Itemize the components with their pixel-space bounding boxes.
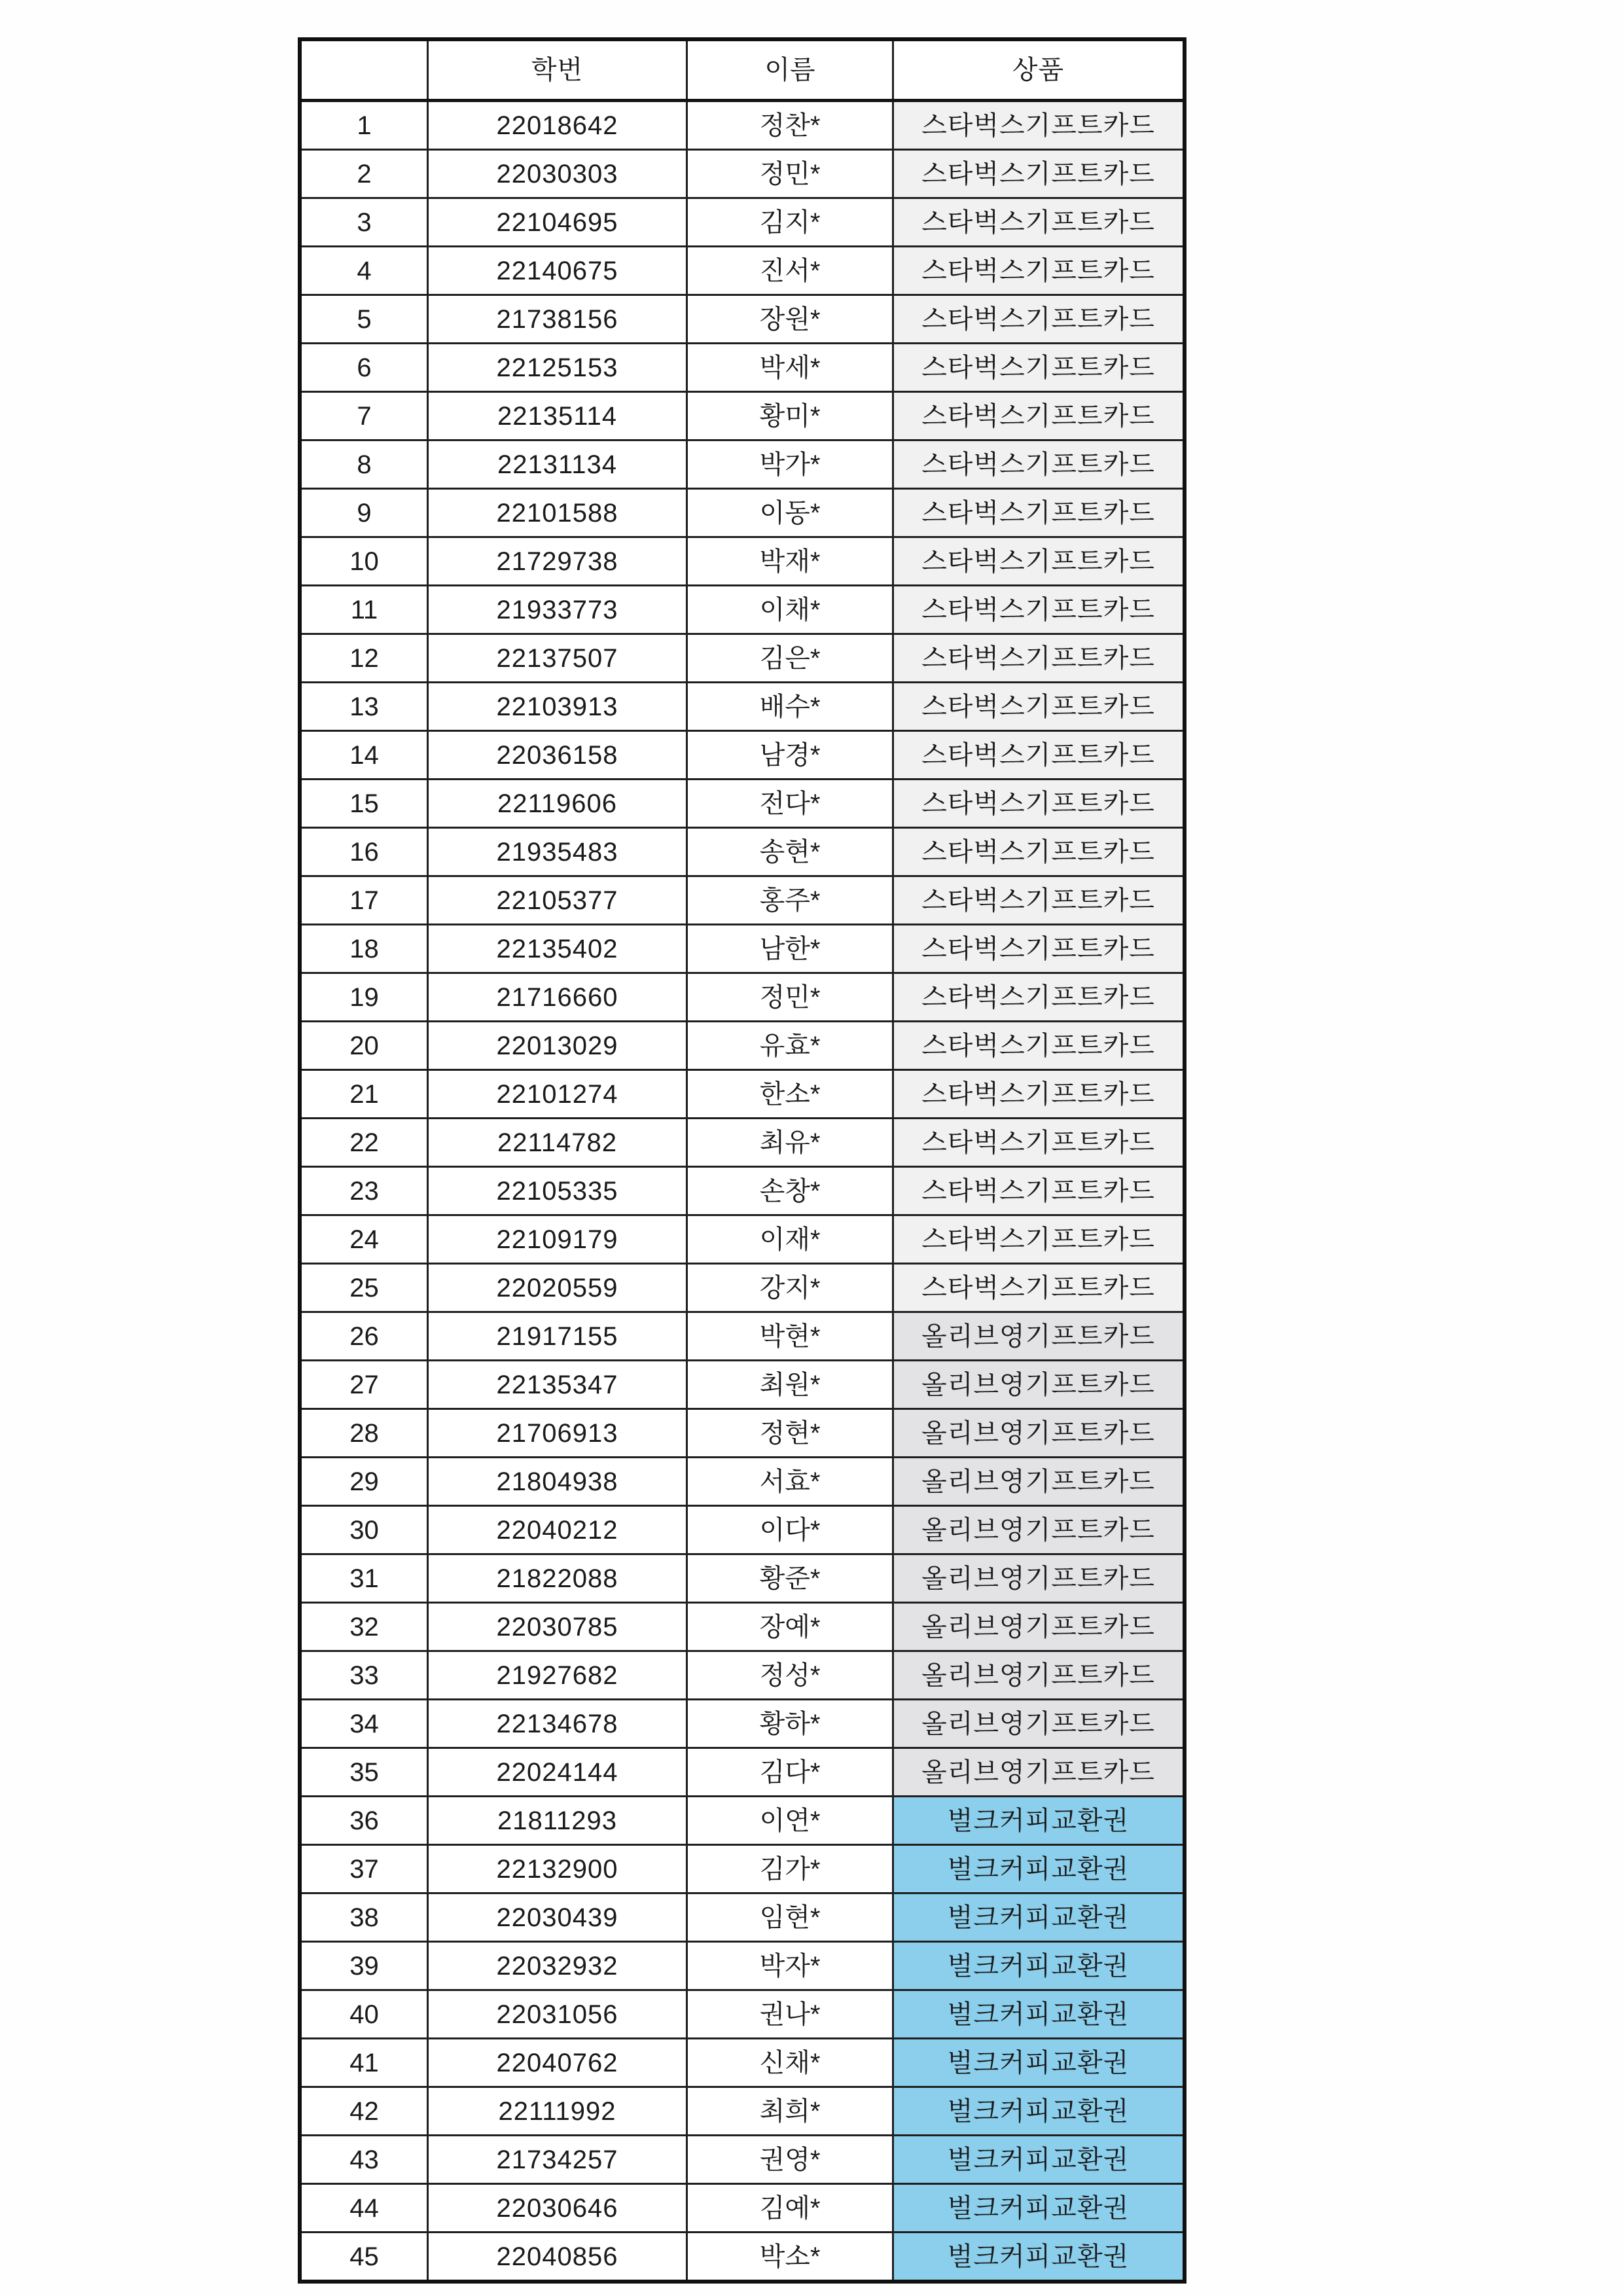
row-number-cell: 2 xyxy=(300,150,428,198)
row-number-cell: 43 xyxy=(300,2136,428,2184)
prize-cell: 올리브영기프트카드 xyxy=(893,1409,1185,1458)
row-number-cell: 23 xyxy=(300,1167,428,1215)
table-row xyxy=(300,1942,1185,1990)
student-id-cell: 22111992 xyxy=(428,2087,687,2136)
row-number-cell: 8 xyxy=(300,440,428,489)
table-row xyxy=(300,344,1185,392)
row-number-cell: 22 xyxy=(300,1119,428,1167)
prize-cell: 벌크커피교환권 xyxy=(893,2136,1185,2184)
table-row xyxy=(300,2136,1185,2184)
table-row xyxy=(300,1748,1185,1797)
name-cell: 남경* xyxy=(687,731,893,780)
prize-cell: 스타벅스기프트카드 xyxy=(893,634,1185,683)
header-prize: 상품 xyxy=(893,39,1185,101)
name-cell: 신채* xyxy=(687,2039,893,2087)
table-row xyxy=(300,1361,1185,1409)
student-id-cell: 21822088 xyxy=(428,1554,687,1603)
table-row xyxy=(300,973,1185,1022)
prize-cell: 벌크커피교환권 xyxy=(893,1990,1185,2039)
student-id-cell: 22135347 xyxy=(428,1361,687,1409)
row-number-cell: 32 xyxy=(300,1603,428,1651)
row-number-cell: 24 xyxy=(300,1215,428,1264)
row-number-cell: 4 xyxy=(300,247,428,295)
table-row xyxy=(300,1845,1185,1893)
prize-cell: 올리브영기프트카드 xyxy=(893,1506,1185,1554)
table-row xyxy=(300,828,1185,876)
student-id-cell: 22105377 xyxy=(428,876,687,925)
student-id-cell: 22030439 xyxy=(428,1893,687,1942)
table-row xyxy=(300,731,1185,780)
table-row xyxy=(300,1070,1185,1119)
prize-cell: 스타벅스기프트카드 xyxy=(893,392,1185,440)
prize-cell: 스타벅스기프트카드 xyxy=(893,1264,1185,1312)
row-number-cell: 27 xyxy=(300,1361,428,1409)
prize-cell: 벌크커피교환권 xyxy=(893,1942,1185,1990)
prize-cell: 스타벅스기프트카드 xyxy=(893,1070,1185,1119)
name-cell: 황하* xyxy=(687,1700,893,1748)
table-row xyxy=(300,1215,1185,1264)
name-cell: 강지* xyxy=(687,1264,893,1312)
row-number-cell: 9 xyxy=(300,489,428,537)
name-cell: 김은* xyxy=(687,634,893,683)
table-row xyxy=(300,1119,1185,1167)
name-cell: 황미* xyxy=(687,392,893,440)
prize-cell: 스타벅스기프트카드 xyxy=(893,440,1185,489)
prize-cell: 스타벅스기프트카드 xyxy=(893,973,1185,1022)
prize-cell: 스타벅스기프트카드 xyxy=(893,198,1185,247)
student-id-cell: 22104695 xyxy=(428,198,687,247)
row-number-cell: 20 xyxy=(300,1022,428,1070)
name-cell: 박세* xyxy=(687,344,893,392)
prize-cell: 스타벅스기프트카드 xyxy=(893,247,1185,295)
student-id-cell: 22013029 xyxy=(428,1022,687,1070)
table-row xyxy=(300,1409,1185,1458)
name-cell: 박재* xyxy=(687,537,893,586)
row-number-cell: 44 xyxy=(300,2184,428,2233)
winners-table xyxy=(298,37,1186,2284)
prize-cell: 스타벅스기프트카드 xyxy=(893,101,1185,150)
name-cell: 김예* xyxy=(687,2184,893,2233)
student-id-cell: 22131134 xyxy=(428,440,687,489)
table-row xyxy=(300,876,1185,925)
table-row xyxy=(300,1506,1185,1554)
table-body xyxy=(300,101,1185,2282)
name-cell: 이연* xyxy=(687,1797,893,1845)
student-id-cell: 22114782 xyxy=(428,1119,687,1167)
student-id-cell: 22040856 xyxy=(428,2233,687,2282)
row-number-cell: 33 xyxy=(300,1651,428,1700)
row-number-cell: 12 xyxy=(300,634,428,683)
name-cell: 한소* xyxy=(687,1070,893,1119)
prize-cell: 벌크커피교환권 xyxy=(893,2184,1185,2233)
row-number-cell: 19 xyxy=(300,973,428,1022)
student-id-cell: 21706913 xyxy=(428,1409,687,1458)
student-id-cell: 22134678 xyxy=(428,1700,687,1748)
name-cell: 유효* xyxy=(687,1022,893,1070)
name-cell: 남한* xyxy=(687,925,893,973)
name-cell: 임현* xyxy=(687,1893,893,1942)
student-id-cell: 21811293 xyxy=(428,1797,687,1845)
student-id-cell: 22125153 xyxy=(428,344,687,392)
prize-cell: 벌크커피교환권 xyxy=(893,1893,1185,1942)
student-id-cell: 21716660 xyxy=(428,973,687,1022)
name-cell: 정현* xyxy=(687,1409,893,1458)
table-row xyxy=(300,2087,1185,2136)
row-number-cell: 14 xyxy=(300,731,428,780)
student-id-cell: 22105335 xyxy=(428,1167,687,1215)
row-number-cell: 39 xyxy=(300,1942,428,1990)
name-cell: 서효* xyxy=(687,1458,893,1506)
prize-cell: 스타벅스기프트카드 xyxy=(893,828,1185,876)
table-row xyxy=(300,1554,1185,1603)
student-id-cell: 22020559 xyxy=(428,1264,687,1312)
student-id-cell: 21927682 xyxy=(428,1651,687,1700)
table-row xyxy=(300,247,1185,295)
table-row xyxy=(300,2039,1185,2087)
name-cell: 박현* xyxy=(687,1312,893,1361)
name-cell: 진서* xyxy=(687,247,893,295)
student-id-cell: 21935483 xyxy=(428,828,687,876)
table-row xyxy=(300,634,1185,683)
row-number-cell: 17 xyxy=(300,876,428,925)
name-cell: 최희* xyxy=(687,2087,893,2136)
name-cell: 장원* xyxy=(687,295,893,344)
table-row xyxy=(300,537,1185,586)
table-row xyxy=(300,392,1185,440)
student-id-cell: 22040762 xyxy=(428,2039,687,2087)
name-cell: 송현* xyxy=(687,828,893,876)
prize-cell: 스타벅스기프트카드 xyxy=(893,586,1185,634)
name-cell: 이다* xyxy=(687,1506,893,1554)
prize-cell: 올리브영기프트카드 xyxy=(893,1361,1185,1409)
name-cell: 정찬* xyxy=(687,101,893,150)
table-row xyxy=(300,489,1185,537)
name-cell: 이재* xyxy=(687,1215,893,1264)
name-cell: 박자* xyxy=(687,1942,893,1990)
table-row xyxy=(300,780,1185,828)
name-cell: 이동* xyxy=(687,489,893,537)
prize-cell: 스타벅스기프트카드 xyxy=(893,150,1185,198)
table-row xyxy=(300,2233,1185,2282)
student-id-cell: 21729738 xyxy=(428,537,687,586)
prize-cell: 스타벅스기프트카드 xyxy=(893,731,1185,780)
prize-cell: 올리브영기프트카드 xyxy=(893,1554,1185,1603)
prize-cell: 올리브영기프트카드 xyxy=(893,1458,1185,1506)
student-id-cell: 22030785 xyxy=(428,1603,687,1651)
table-header xyxy=(300,39,1185,101)
student-id-cell: 22018642 xyxy=(428,101,687,150)
name-cell: 김다* xyxy=(687,1748,893,1797)
row-number-cell: 15 xyxy=(300,780,428,828)
row-number-cell: 40 xyxy=(300,1990,428,2039)
prize-cell: 벌크커피교환권 xyxy=(893,1797,1185,1845)
prize-cell: 벌크커피교환권 xyxy=(893,2087,1185,2136)
prize-cell: 스타벅스기프트카드 xyxy=(893,344,1185,392)
name-cell: 정민* xyxy=(687,150,893,198)
table-row xyxy=(300,440,1185,489)
row-number-cell: 11 xyxy=(300,586,428,634)
row-number-cell: 41 xyxy=(300,2039,428,2087)
table-row xyxy=(300,101,1185,150)
prize-cell: 벌크커피교환권 xyxy=(893,2233,1185,2282)
student-id-cell: 22101274 xyxy=(428,1070,687,1119)
header-row xyxy=(300,39,1185,101)
student-id-cell: 22103913 xyxy=(428,683,687,731)
student-id-cell: 22031056 xyxy=(428,1990,687,2039)
row-number-cell: 21 xyxy=(300,1070,428,1119)
prize-cell: 스타벅스기프트카드 xyxy=(893,1119,1185,1167)
student-id-cell: 22132900 xyxy=(428,1845,687,1893)
table-row xyxy=(300,1603,1185,1651)
student-id-cell: 22109179 xyxy=(428,1215,687,1264)
name-cell: 김가* xyxy=(687,1845,893,1893)
row-number-cell: 34 xyxy=(300,1700,428,1748)
table-row xyxy=(300,925,1185,973)
row-number-cell: 31 xyxy=(300,1554,428,1603)
row-number-cell: 37 xyxy=(300,1845,428,1893)
row-number-cell: 25 xyxy=(300,1264,428,1312)
table-row xyxy=(300,1264,1185,1312)
name-cell: 권영* xyxy=(687,2136,893,2184)
student-id-cell: 22135114 xyxy=(428,392,687,440)
name-cell: 홍주* xyxy=(687,876,893,925)
name-cell: 최유* xyxy=(687,1119,893,1167)
name-cell: 박가* xyxy=(687,440,893,489)
prize-cell: 스타벅스기프트카드 xyxy=(893,683,1185,731)
table-row xyxy=(300,295,1185,344)
table-row xyxy=(300,198,1185,247)
row-number-cell: 1 xyxy=(300,101,428,150)
prize-cell: 스타벅스기프트카드 xyxy=(893,925,1185,973)
table-row xyxy=(300,2184,1185,2233)
name-cell: 최원* xyxy=(687,1361,893,1409)
table-row xyxy=(300,1893,1185,1942)
row-number-cell: 38 xyxy=(300,1893,428,1942)
row-number-cell: 36 xyxy=(300,1797,428,1845)
name-cell: 장예* xyxy=(687,1603,893,1651)
name-cell: 손창* xyxy=(687,1167,893,1215)
prize-cell: 올리브영기프트카드 xyxy=(893,1651,1185,1700)
row-number-cell: 6 xyxy=(300,344,428,392)
name-cell: 이채* xyxy=(687,586,893,634)
table-row xyxy=(300,1022,1185,1070)
row-number-cell: 26 xyxy=(300,1312,428,1361)
table-row xyxy=(300,586,1185,634)
row-number-cell: 5 xyxy=(300,295,428,344)
table-row xyxy=(300,683,1185,731)
table-row xyxy=(300,1458,1185,1506)
name-cell: 김지* xyxy=(687,198,893,247)
name-cell: 황준* xyxy=(687,1554,893,1603)
prize-cell: 올리브영기프트카드 xyxy=(893,1700,1185,1748)
table-row xyxy=(300,1651,1185,1700)
table-row xyxy=(300,1990,1185,2039)
student-id-cell: 22119606 xyxy=(428,780,687,828)
row-number-cell: 13 xyxy=(300,683,428,731)
student-id-cell: 22101588 xyxy=(428,489,687,537)
table-row xyxy=(300,1312,1185,1361)
prize-cell: 벌크커피교환권 xyxy=(893,1845,1185,1893)
student-id-cell: 21933773 xyxy=(428,586,687,634)
prize-cell: 스타벅스기프트카드 xyxy=(893,1167,1185,1215)
prize-cell: 스타벅스기프트카드 xyxy=(893,1215,1185,1264)
row-number-cell: 18 xyxy=(300,925,428,973)
name-cell: 정성* xyxy=(687,1651,893,1700)
table-row xyxy=(300,1167,1185,1215)
prize-cell: 벌크커피교환권 xyxy=(893,2039,1185,2087)
student-id-cell: 22137507 xyxy=(428,634,687,683)
row-number-cell: 45 xyxy=(300,2233,428,2282)
student-id-cell: 21917155 xyxy=(428,1312,687,1361)
student-id-cell: 22140675 xyxy=(428,247,687,295)
student-id-cell: 21734257 xyxy=(428,2136,687,2184)
row-number-cell: 30 xyxy=(300,1506,428,1554)
row-number-cell: 10 xyxy=(300,537,428,586)
row-number-cell: 3 xyxy=(300,198,428,247)
header-row-number xyxy=(300,39,428,101)
row-number-cell: 35 xyxy=(300,1748,428,1797)
name-cell: 박소* xyxy=(687,2233,893,2282)
name-cell: 배수* xyxy=(687,683,893,731)
table-row xyxy=(300,1797,1185,1845)
table-row xyxy=(300,1700,1185,1748)
table-row xyxy=(300,150,1185,198)
student-id-cell: 22024144 xyxy=(428,1748,687,1797)
student-id-cell: 21804938 xyxy=(428,1458,687,1506)
row-number-cell: 42 xyxy=(300,2087,428,2136)
student-id-cell: 22040212 xyxy=(428,1506,687,1554)
prize-cell: 스타벅스기프트카드 xyxy=(893,780,1185,828)
row-number-cell: 7 xyxy=(300,392,428,440)
student-id-cell: 22032932 xyxy=(428,1942,687,1990)
row-number-cell: 16 xyxy=(300,828,428,876)
student-id-cell: 22135402 xyxy=(428,925,687,973)
row-number-cell: 28 xyxy=(300,1409,428,1458)
student-id-cell: 22030646 xyxy=(428,2184,687,2233)
prize-cell: 스타벅스기프트카드 xyxy=(893,876,1185,925)
prize-cell: 스타벅스기프트카드 xyxy=(893,489,1185,537)
prize-cell: 올리브영기프트카드 xyxy=(893,1603,1185,1651)
prize-cell: 올리브영기프트카드 xyxy=(893,1748,1185,1797)
student-id-cell: 22036158 xyxy=(428,731,687,780)
prize-cell: 올리브영기프트카드 xyxy=(893,1312,1185,1361)
student-id-cell: 22030303 xyxy=(428,150,687,198)
student-id-cell: 21738156 xyxy=(428,295,687,344)
row-number-cell: 29 xyxy=(300,1458,428,1506)
name-cell: 정민* xyxy=(687,973,893,1022)
header-student-id: 학번 xyxy=(428,39,687,101)
header-name: 이름 xyxy=(687,39,893,101)
prize-cell: 스타벅스기프트카드 xyxy=(893,1022,1185,1070)
name-cell: 권나* xyxy=(687,1990,893,2039)
name-cell: 전다* xyxy=(687,780,893,828)
prize-cell: 스타벅스기프트카드 xyxy=(893,537,1185,586)
prize-cell: 스타벅스기프트카드 xyxy=(893,295,1185,344)
